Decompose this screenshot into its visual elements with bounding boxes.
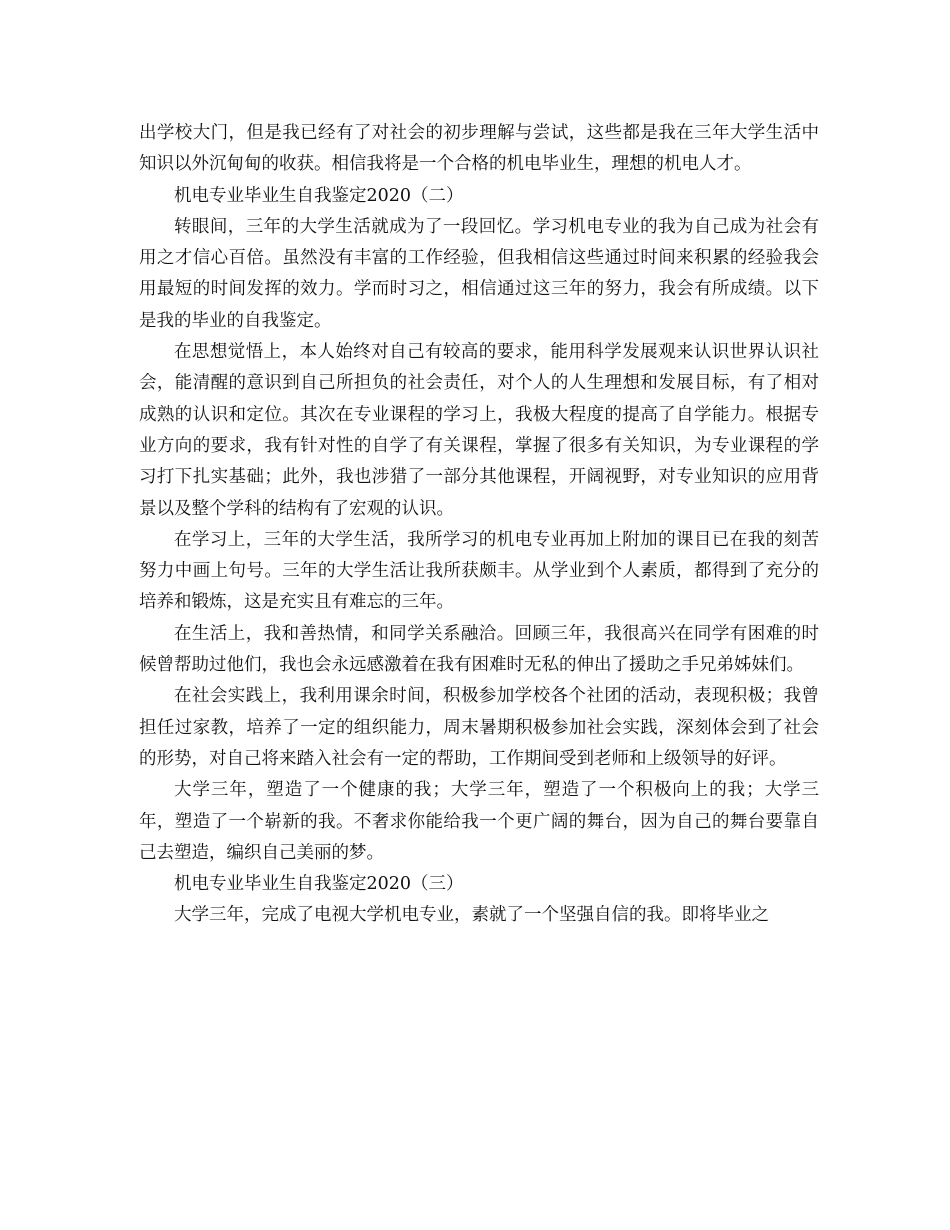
section-heading-2: 机电专业毕业生自我鉴定2020（二）: [174, 185, 464, 206]
paragraph: 转眼间，三年的大学生活就成为了一段回忆。学习机电专业的我为自己成为社会有用之才信心百倍。虽然没有丰富的工作经验，但我相信这些通过时间来积累的经验我会用最短的时间发挥的效力。学而时习之，相信通过这三年的努力，我会有所成绩。以下是我的毕业的自我鉴定。: [139, 216, 819, 331]
document-body: [139, 118, 819, 932]
paragraph: 在学习上，三年的大学生活，我所学习的机电专业再加上附加的课目已在我的刻苦努力中画上句号。三年的大学生活让我所获颇丰。从学业到个人素质，都得到了充分的培养和锻炼，这是充实且有难忘的三年。: [139, 529, 819, 613]
paragraph-continued: 出学校大门，但是我已经有了对社会的初步理解与尝试，这些都是我在三年大学生活中知识以外沉甸甸的收获。相信我将是一个合格的机电毕业生，理想的机电人才。: [139, 123, 819, 175]
paragraph: 在思想觉悟上，本人始终对自己有较高的要求，能用科学发展观来认识世界认识社会，能清醒的意识到自己所担负的社会责任，对个人的人生理想和发展目标，有了相对成熟的认识和定位。其次在专业课程的学习上，我极大程度的提高了自学能力。根据专业方向的要求，我有针对性的自学了有关课程，掌握了很多有关知识，为专业课程的学习打下扎实基础；此外，我也涉猎了一部分其他课程，开阔视野，对专业知识的应用背景以及整个学科的结构有了宏观的认识。: [139, 342, 819, 519]
paragraph: 大学三年，塑造了一个健康的我；大学三年，塑造了一个积极向上的我；大学三年，塑造了一个崭新的我。不奢求你能给我一个更广阔的舞台，因为自己的舞台要靠自己去塑造，编织自己美丽的梦。: [139, 780, 819, 863]
paragraph: 在生活上，我和善热情，和同学关系融洽。回顾三年，我很高兴在同学有困难的时候曾帮助过他们，我也会永远感激着在我有困难时无私的伸出了援助之手兄弟姊妹们。: [139, 623, 819, 676]
section-heading-3: 机电专业毕业生自我鉴定2020（三）: [174, 874, 464, 895]
paragraph: 在社会实践上，我利用课余时间，积极参加学校各个社团的活动，表现积极；我曾担任过家教，培养了一定的组织能力，周末暑期积极参加社会实践，深刻体会到了社会的形势，对自己将来踏入社会有一定的帮助，工作期间受到老师和上级领导的好评。: [139, 686, 819, 769]
paragraph: 大学三年，完成了电视大学机电专业，素就了一个坚强自信的我。即将毕业之: [174, 905, 769, 926]
